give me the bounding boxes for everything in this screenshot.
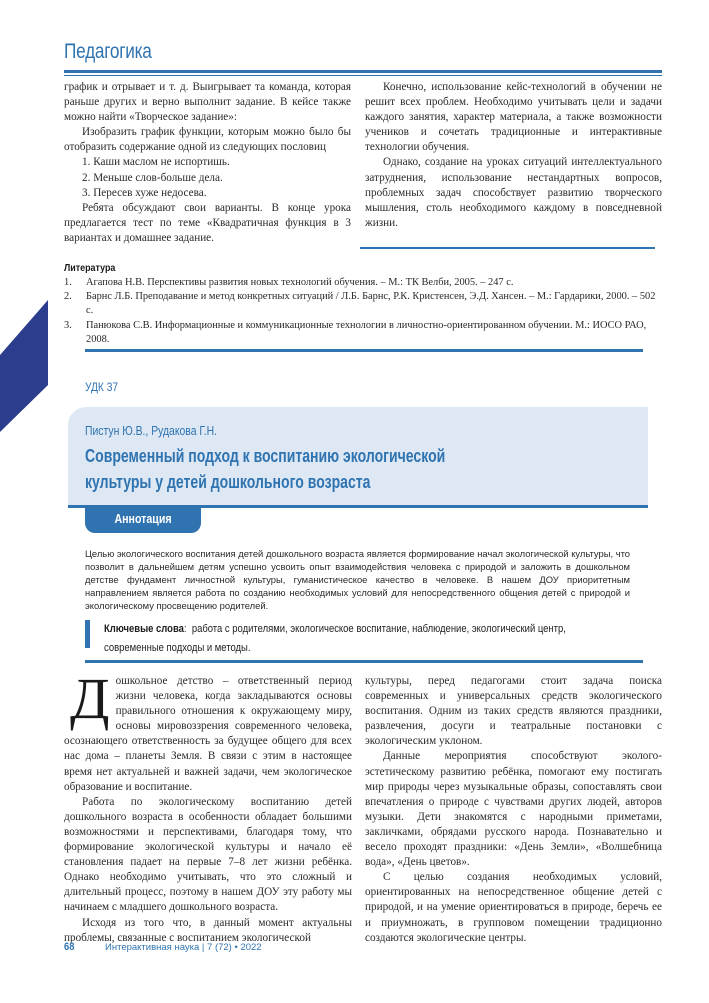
- article-title-line: Современный подход к воспитанию экологической: [85, 446, 446, 466]
- keywords-label: Ключевые слова: [104, 623, 184, 635]
- paragraph: Однако, создание на уроках ситуаций интеллектуального затруднения, использование нестандартных вопросов, проблемных задач способствует развитию творческого мышления, столь необходимого каждому в повседневной жизни.: [365, 156, 662, 229]
- literature-item: [64, 290, 664, 318]
- paragraph: Данные мероприятия способствуют эколого-эстетическому развитию ребёнка, помогают ему постигать мир природы через музыкальные образы, сопоставлять свои впечатления о природе с чувствами других людей, авторов музыки. Дети знакомятся с народными приметами, закличками, обрядами русского народа. Познавательно и весело проходят праздники: «День Земли», «Волшебница вода», «День цветов».: [365, 750, 662, 869]
- keywords: Ключевые слова: работа с родителями, экологическое воспитание, наблюдение, экологический центр, современные подходы и методы.: [104, 623, 566, 654]
- literature-number: 2.: [64, 291, 72, 303]
- column-end-rule: [360, 247, 655, 249]
- udk-code: УДК 37: [85, 380, 119, 394]
- literature-text: Панюкова С.В. Информационные и коммуникационные технологии в личностно-ориентированном обучении. М.: ИОСО РАО, 2008.: [86, 319, 647, 345]
- prev-article-right-column: [365, 80, 662, 231]
- list-item: 1. Каши маслом не испортишь.: [82, 156, 230, 169]
- list-item: 3. Пересев хуже недосева.: [82, 186, 207, 199]
- paragraph-text: ошкольное детство – ответственный период жизни человека, когда закладываются основы правильного отношения к окружающему миру, основы мировоззрения современного человека, осознающего ответственность за будущее общего для всех нас дома – планеты Земля. В связи с этим в настоящее время нет актуальней и важней задачи, чем экологическое образование и воспитание.: [64, 675, 352, 793]
- paragraph: [64, 666, 352, 795]
- literature-text: Барнс Л.Б. Преподавание и метод конкретных ситуаций / Л.Б. Барнс, Р.К. Кристенсен, Э.Д. Хансен. – М.: Гардарики, 2000. – 502 с.: [86, 291, 656, 317]
- section-title: Педагогика: [64, 40, 152, 63]
- list-item: 2. Меньше слов-больше дела.: [82, 171, 223, 184]
- keywords-text: работа с родителями, экологическое воспитание, наблюдение, экологический центр, современные подходы и методы.: [104, 623, 566, 654]
- annotation-text: Целью экологического воспитания детей дошкольного возраста является формирование начал экологической культуры, что позволит в дальнейшем детям успешно усвоить опыт взаимодействия человека с природой и заложить в дошкольном детстве фундамент личностной культуры, гуманистическое качество в человеке. В нашем ДОУ приоритетным направлением является работа по созданию необходимых условий для непосредственного общения детей с природой и экологическому просвещению родителей.: [85, 548, 630, 612]
- article-body-left: [64, 666, 352, 946]
- prev-article-left-column: [64, 80, 351, 246]
- journal-info: Интерактивная наука | 7 (72) • 2022: [105, 942, 262, 953]
- literature-number: 1.: [64, 277, 72, 288]
- paragraph: Ребята обсуждают свои варианты. В конце урока предлагается тест по теме «Квадратичная функция в 3 вариантах и домашнее задание.: [64, 201, 351, 244]
- keywords-marker: [85, 620, 90, 648]
- page-number: 68: [64, 941, 75, 953]
- literature-title: Литература: [64, 262, 116, 274]
- article-body-right: [365, 674, 662, 946]
- paragraph: Работа по экологическому воспитанию детей дошкольного возраста в особенности обладает большими возможностями и перспективами, благодаря тому, что формирование экологической культуры и начало её становления падает на первые 7–8 лет жизни ребёнка. Однако необходимо учитывать, что это сложный и длительный процесс, поэтому в нашем ДОУ эту работу мы начинаем с младшего дошкольного возраста.: [64, 795, 352, 914]
- decorative-shape: [0, 300, 48, 432]
- literature-item: [64, 319, 664, 347]
- article-title: [85, 443, 445, 495]
- literature-rule: [85, 349, 643, 352]
- paragraph: С целью создания необходимых условий, ориентированных на непосредственное общение детей с природой, и на умение ориентироваться в природе, беречь ее и приумножать, в групповом помещении традиционно создаются экологические центры.: [365, 871, 662, 944]
- paragraph: культуры, перед педагогами стоит задача поиска современных и универсальных средств экологического воспитания. Одним из таких средств являются праздники, развлечения, досуги и театральные постановки с экологическим уклоном.: [365, 675, 662, 748]
- annotation-label: Аннотация: [114, 512, 172, 526]
- literature-item: [64, 276, 664, 290]
- literature-number: 3.: [64, 319, 72, 331]
- literature-list: [64, 276, 664, 347]
- keywords-rule: [85, 660, 643, 663]
- paragraph: Исходя из того что, в данный момент актуальны проблемы, связанные с воспитанием экологической: [64, 916, 352, 944]
- decorative-parallelogram: [0, 300, 48, 432]
- paragraph: Изобразить график функции, которым можно было бы отобразить содержание одной из следующих пословиц: [64, 126, 351, 154]
- paragraph: Конечно, использование кейс-технологий в обучении не решит всех проблем. Необходимо учитывать цели и задачи каждого занятия, характер материала, а также возможности учеников и сочетать традиционные и интерактивные технологии обучения.: [365, 81, 662, 154]
- literature-text: Агапова Н.В. Перспективы развития новых технологий обучения. – М.: ТК Велби, 2005. – 247 с.: [86, 277, 514, 288]
- paragraph: график и отрывает и т. д. Выигрывает та команда, которая раньше других и верно выполнит задание. В кейсе также можно найти «Творческое задание»:: [64, 81, 351, 124]
- article-authors: Пистун Ю.В., Рудакова Г.Н.: [85, 423, 218, 438]
- drop-cap: Д: [70, 666, 110, 731]
- annotation-tab: [85, 508, 201, 533]
- article-title-line: культуры у детей дошкольного возраста: [85, 472, 371, 492]
- header-rule-thin: [64, 75, 662, 76]
